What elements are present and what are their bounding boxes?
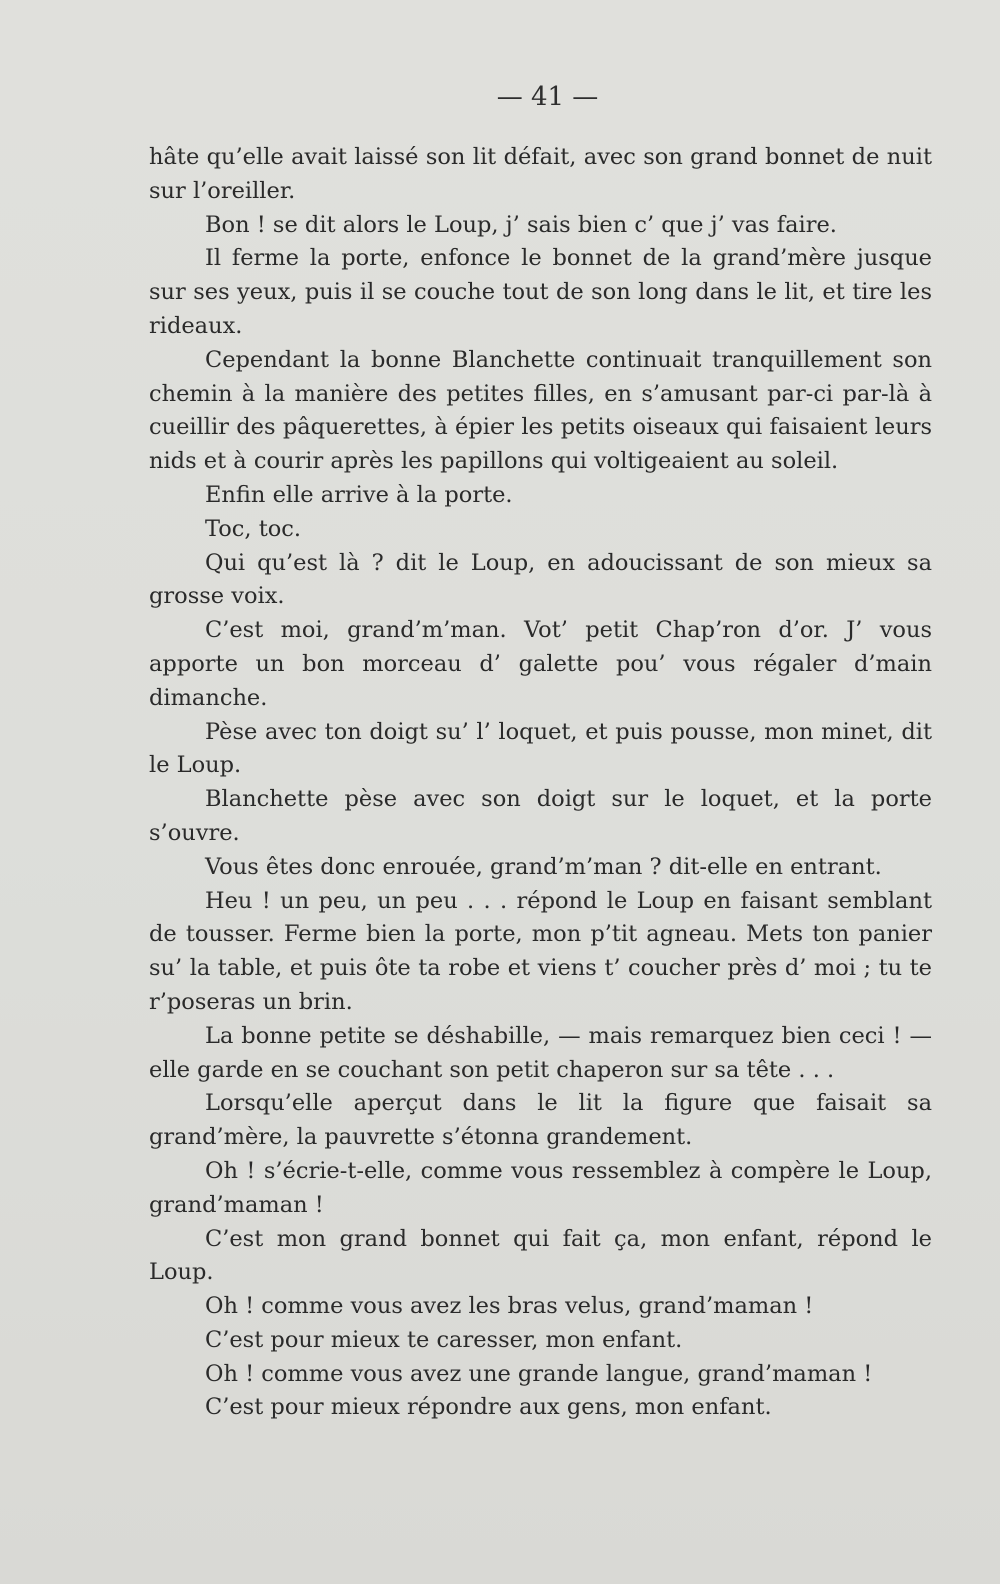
paragraph: Il ferme la porte, enfonce le bonnet de la grand’mère jusque sur ses yeux, puis il se couche tout de son long dans le lit, et tire les rideaux. [149,245,932,339]
paragraph: C’est moi, grand’m’man. Vot’ petit Chap’ron d’or. J’ vous apporte un bon morceau d’ galette pou’ vous régaler d’main dimanche. [149,617,932,711]
paragraph: Heu ! un peu, un peu . . . répond le Loup en faisant semblant de tousser. Ferme bien la porte, mon p’tit agneau. Mets ton panier su’ la table, et puis ôte ta robe et viens t’ coucher près d’ moi ; tu te r’poseras un brin. [149,887,932,1015]
paragraph: Cependant la bonne Blanchette continuait tranquillement son chemin à la manière des petites filles, en s’amusant par-ci par-là à cueillir des pâquerettes, à épier les petits oiseaux qui faisaient leurs nids et à courir après les papillons qui voltigeaient au soleil. [149,346,932,475]
paragraph: C’est mon grand bonnet qui fait ça, mon enfant, répond le Loup. [149,1225,932,1286]
page-number: — 41 — [496,82,599,112]
paragraph: Enfin elle arrive à la porte. [205,481,513,508]
paragraph: C’est pour mieux répondre aux gens, mon enfant. [205,1394,772,1421]
paragraph: Toc, toc. [205,515,302,542]
paragraph: hâte qu’elle avait laissé son lit défait, avec son grand bonnet de nuit sur l’oreiller. [149,144,932,204]
paragraph: Pèse avec ton doigt su’ l’ loquet, et puis pousse, mon minet, dit le Loup. [149,718,932,779]
paragraph: Bon ! se dit alors le Loup, j’ sais bien c’ que j’ vas faire. [205,211,837,238]
paragraph: La bonne petite se déshabille, — mais remarquez bien ceci ! — elle garde en se couchant son petit chaperon sur sa tête . . . [149,1022,932,1083]
paragraph: Oh ! s’écrie-t-elle, comme vous ressemblez à compère le Loup, grand’maman ! [149,1157,932,1218]
paragraph: C’est pour mieux te caresser, mon enfant. [205,1326,683,1353]
page-text [149,141,932,1425]
paragraph: Lorsqu’elle aperçut dans le lit la figure que faisait sa grand’mère, la pauvrette s’étonna grandement. [149,1090,932,1151]
paragraph: Oh ! comme vous avez les bras velus, grand’maman ! [205,1293,814,1320]
paragraph: Qui qu’est là ? dit le Loup, en adoucissant de son mieux sa grosse voix. [149,549,932,610]
paragraph: Vous êtes donc enrouée, grand’m’man ? dit-elle en entrant. [205,853,882,880]
paragraph: Oh ! comme vous avez une grande langue, grand’maman ! [205,1360,873,1387]
paragraph: Blanchette pèse avec son doigt sur le loquet, et la porte s’ouvre. [149,786,932,846]
